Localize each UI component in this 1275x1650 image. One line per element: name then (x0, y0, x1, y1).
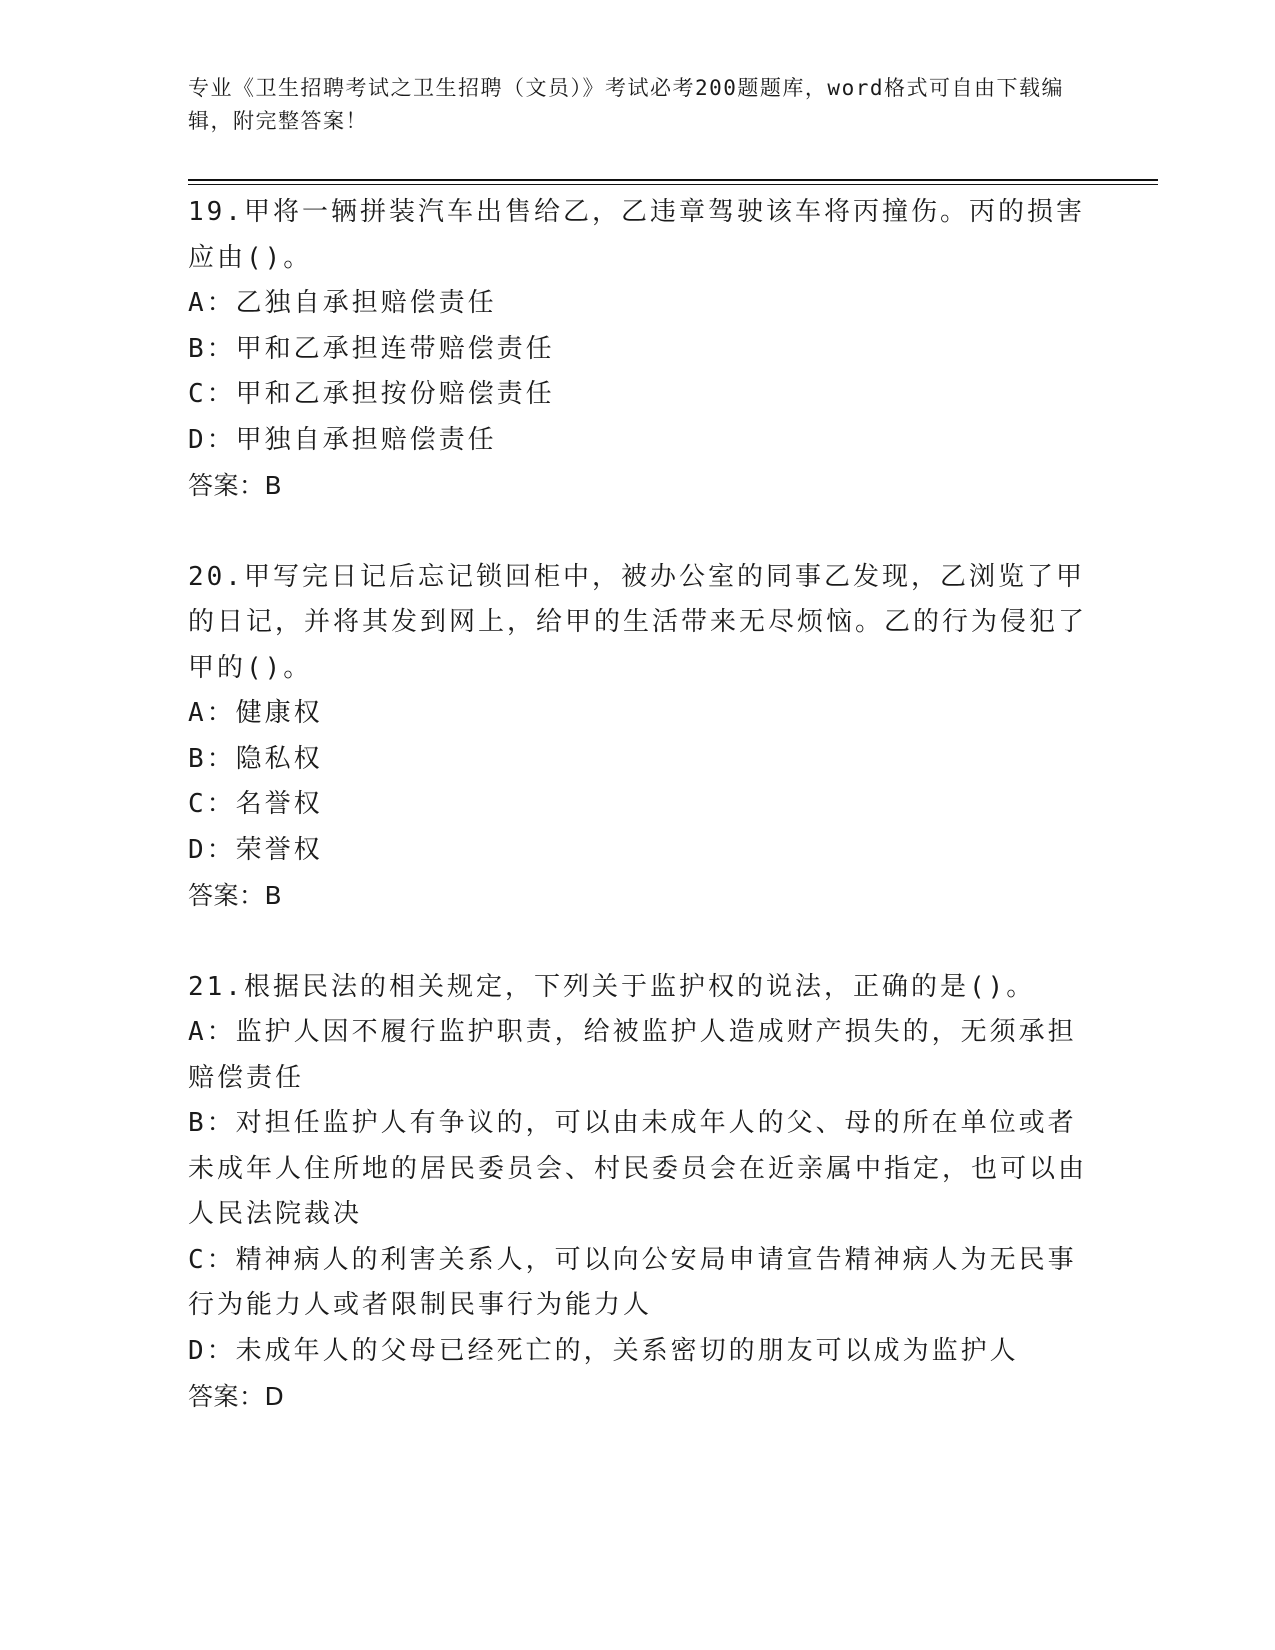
question-stem: 21.根据民法的相关规定，下列关于监护权的说法，正确的是()。 (188, 971, 1036, 1002)
document-header (188, 72, 1068, 138)
option-c: C：甲和乙承担按份赔偿责任 (188, 379, 555, 409)
option-c: C：精神病人的利害关系人，可以向公安局申请宣告精神病人为无民事行为能力人或者限制民事行为能力人 (188, 1244, 1077, 1320)
option-a: A：健康权 (188, 698, 323, 728)
header-divider-thick (188, 179, 1158, 181)
question-stem: 19.甲将一辆拼装汽车出售给乙，乙违章驾驶该车将丙撞伤。丙的损害应由()。 (188, 197, 1085, 273)
question-list (188, 190, 1088, 1420)
answer-line: 答案：B (188, 881, 283, 910)
option-d: D：荣誉权 (188, 834, 323, 865)
option-a: A：监护人因不履行监护职责，给被监护人造成财产损失的，无须承担赔偿责任 (188, 1017, 1077, 1093)
option-b: B：对担任监护人有争议的，可以由未成年人的父、母的所在单位或者未成年人住所地的居民委员会、村民委员会在近亲属中指定，也可以由人民法院裁决 (188, 1108, 1088, 1229)
question-20 (188, 555, 1088, 919)
question-stem: 20.甲写完日记后忘记锁回柜中，被办公室的同事乙发现，乙浏览了甲的日记，并将其发到网上，给甲的生活带来无尽烦恼。乙的行为侵犯了甲的()。 (188, 561, 1088, 683)
option-d: D：未成年人的父母已经死亡的，关系密切的朋友可以成为监护人 (188, 1335, 1019, 1366)
option-d: D：甲独自承担赔偿责任 (188, 424, 497, 455)
header-text: 专业《卫生招聘考试之卫生招聘（文员）》考试必考200题题库，word格式可自由下载编辑，附完整答案！ (188, 76, 1064, 133)
question-19 (188, 190, 1088, 509)
option-b: B：甲和乙承担连带赔偿责任 (188, 333, 555, 364)
header-divider-thin (188, 184, 1158, 185)
question-21 (188, 965, 1088, 1420)
option-c: C：名誉权 (188, 789, 323, 819)
answer-line: 答案：D (188, 1382, 285, 1411)
option-b: B：隐私权 (188, 743, 323, 774)
option-a: A：乙独自承担赔偿责任 (188, 288, 497, 318)
answer-line: 答案：B (188, 471, 283, 500)
question-spacer (188, 509, 1088, 555)
question-spacer (188, 919, 1088, 965)
